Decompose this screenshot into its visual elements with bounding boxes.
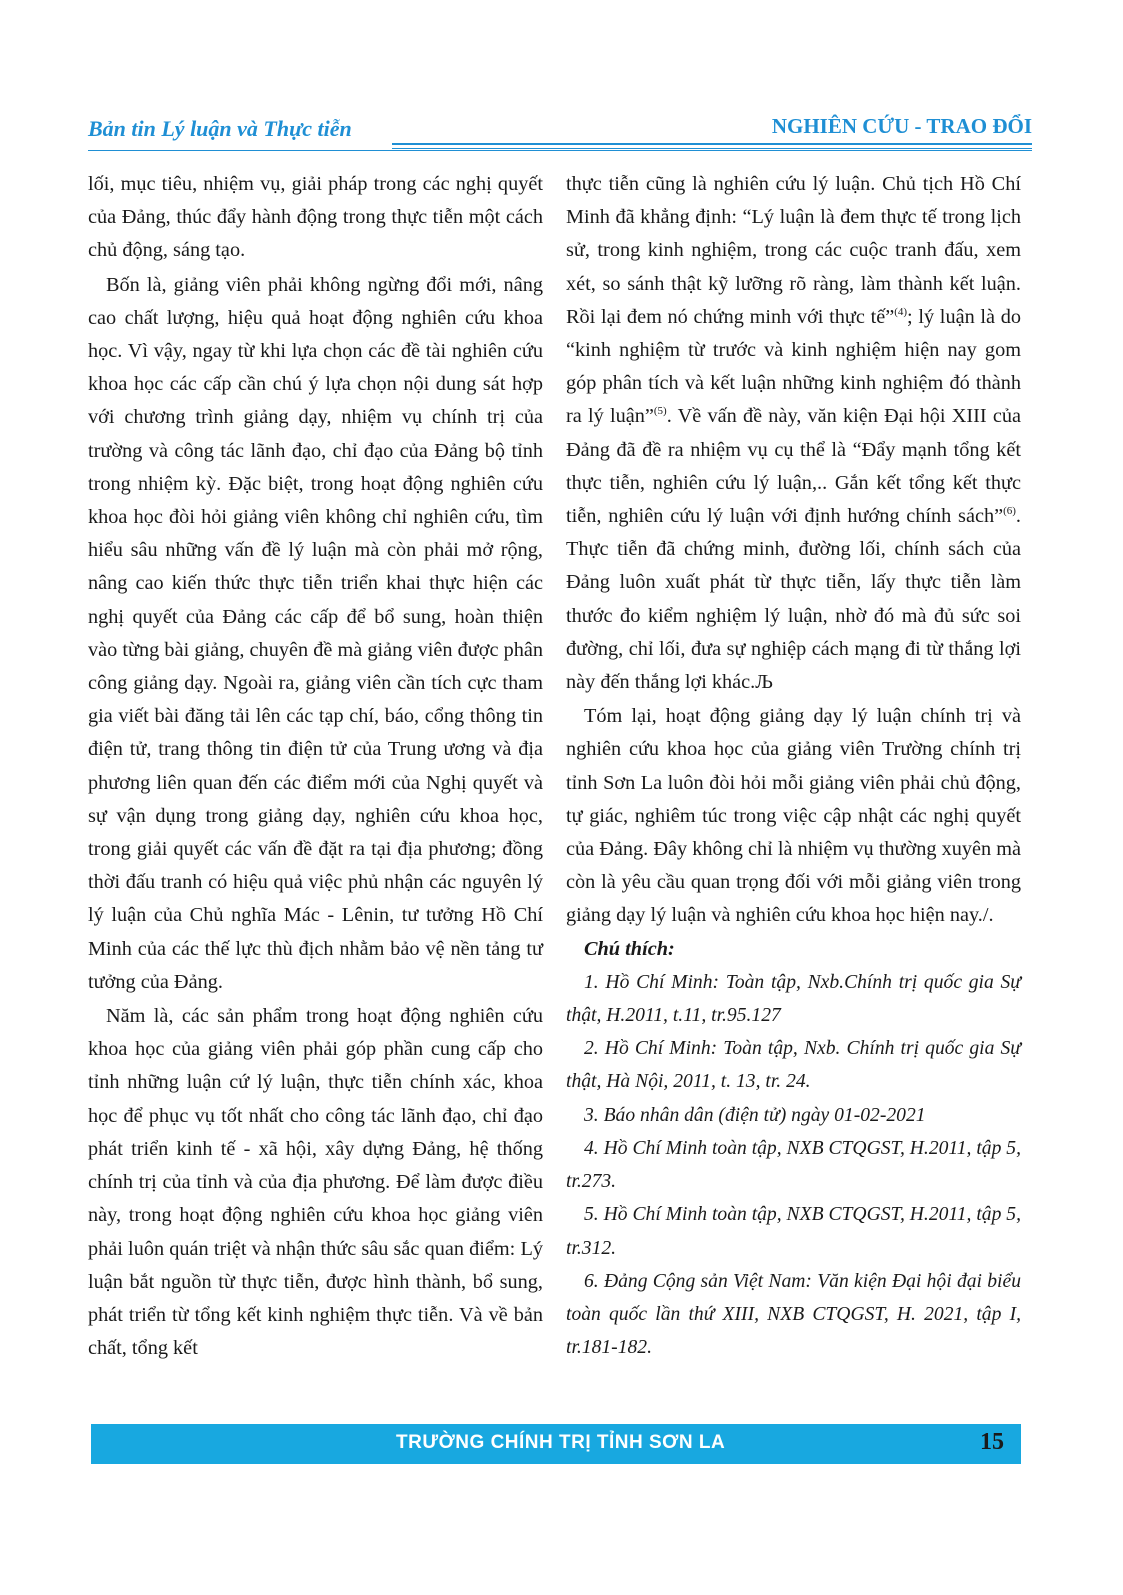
- note-item: 5. Hồ Chí Minh toàn tập, NXB CTQGST, H.2011, tập 5, tr.312.: [566, 1204, 1021, 1259]
- footer-title: TRƯỜNG CHÍNH TRỊ TỈNH SƠN LA: [396, 1432, 726, 1453]
- header-rule-thin: [88, 150, 1032, 151]
- section-title: NGHIÊN CỨU - TRAO ĐỔI: [766, 114, 1032, 139]
- text-segment: ; lý luận là do “kinh nghiệm từ trước và kinh nghiệm hiện nay gom góp phân tích và kết luận những kinh nghiệm đó thành ra lý luận”: [566, 305, 1022, 428]
- header-rule: [392, 143, 1032, 149]
- note-item: 3. Báo nhân dân (điện tử) ngày 01-02-2021: [584, 1104, 926, 1126]
- note-item: 2. Hồ Chí Minh: Toàn tập, Nxb. Chính trị quốc gia Sự thật, Hà Nội, 2011, t. 13, tr. 24.: [566, 1038, 1021, 1093]
- paragraph-theory-practice: [566, 168, 1021, 699]
- footer-bar: [91, 1424, 1021, 1464]
- footnote-ref-5: (5): [653, 405, 667, 418]
- paragraph-point-four: Bốn là, giảng viên phải không ngừng đổi mới, nâng cao chất lượng, hiệu quả hoạt động nghiên cứu khoa học. Vì vậy, ngay từ khi lựa chọn các đề tài nghiên cứu khoa học các cấp cần chú ý lựa chọn nội dung sát hợp với chương trình giảng dạy, nhiệm vụ chính trị của trường và công tác lãnh đạo, chỉ đạo của Đảng bộ tỉnh trong nhiệm kỳ. Đặc biệt, trong hoạt động nghiên cứu khoa học đòi hỏi giảng viên không chỉ nghiên cứu, tìm hiểu sâu những vấn đề lý luận mà còn phải mở rộng, nâng cao kiến thức thực tiễn triển khai thực hiện các nghị quyết của Đảng các cấp để bổ sung, hoàn thiện vào từng bài giảng, chuyên đề mà giảng viên được phân công giảng dạy. Ngoài ra, giảng viên cần tích cực tham gia viết bài đăng tải lên các tạp chí, báo, cổng thông tin điện tử, trang thông tin điện tử của Trung ương và địa phương liên quan đến các điểm mới của Nghị quyết và sự vận dụng trong giảng dạy, nghiên cứu khoa học, trong giải quyết các vấn đề đặt ra tại địa phương; đồng thời đấu tranh có hiệu quả việc phủ nhận các nguyên lý lý luận của Chủ nghĩa Mác - Lênin, tư tưởng Hồ Chí Minh của các thế lực thù địch nhằm bảo vệ nền tảng tư tưởng của Đảng.: [88, 273, 543, 993]
- note-item: 6. Đảng Cộng sản Việt Nam: Văn kiện Đại hội đại biểu toàn quốc lần thứ XIII, NXB CTQGST, H. 2021, tập I, tr.181-182.: [566, 1270, 1021, 1359]
- journal-title: Bản tin Lý luận và Thực tiễn: [88, 116, 352, 141]
- text-segment: . Thực tiễn đã chứng minh, đường lối, chính sách của Đảng luôn xuất phát từ thực tiễn, lấy thực tiễn làm thước đo kiểm nghiệm lý luận, nhờ đó mà đủ sức soi đường, chỉ lối, đưa sự nghiệp cách mạng đi từ thắng lợi này đến thắng lợi khác.: [566, 505, 1021, 694]
- page-number: 15: [980, 1429, 1004, 1455]
- footnote-ref-4: (4): [894, 306, 908, 319]
- paragraph-point-five: Năm là, các sản phẩm trong hoạt động nghiên cứu khoa học của giảng viên phải góp phần cung cấp cho tỉnh những luận cứ lý luận, thực tiễn chính xác, khoa học để phục vụ tốt nhất cho công tác lãnh đạo, chỉ đạo phát triển kinh tế - xã hội, xây dựng Đảng, hệ thống chính trị của tỉnh và của địa phương. Để làm được điều này, trong hoạt động nghiên cứu khoa học giảng viên phải luôn quán triệt và nhận thức sâu sắc quan điểm: Lý luận bắt nguồn từ thực tiễn, được hình thành, bổ sung, phát triển từ tổng kết kinh nghiệm thực tiễn. Và về bản chất, tổng kết: [88, 1005, 543, 1360]
- footnote-ref-6: (6): [1003, 505, 1016, 518]
- notes-heading: Chú thích:: [584, 937, 675, 960]
- paragraph-conclusion: Tóm lại, hoạt động giảng dạy lý luận chính trị và nghiên cứu khoa học của giảng viên Trường chính trị tỉnh Sơn La luôn đòi hỏi mỗi giảng viên phải chủ động, tự giác, nghiêm túc trong việc cập nhật các nghị quyết của Đảng. Đây không chỉ là nhiệm vụ thường xuyên mà còn là yêu cầu quan trọng đối với mỗi giảng viên trong giảng dạy lý luận và nghiên cứu khoa học hiện nay./.: [566, 705, 1021, 927]
- right-column: [566, 168, 1021, 1364]
- paragraph-continued: lối, mục tiêu, nhiệm vụ, giải pháp trong các nghị quyết của Đảng, thúc đẩy hành động trong thực tiễn một cách chủ động, sáng tạo.: [88, 173, 543, 262]
- note-item: 1. Hồ Chí Minh: Toàn tập, Nxb.Chính trị quốc gia Sự thật, H.2011, t.11, tr.95.127: [566, 971, 1021, 1027]
- end-mark: Љ: [755, 671, 773, 694]
- text-segment: . Về vấn đề này, văn kiện Đại hội XIII của Đảng đã đề ra nhiệm vụ cụ thể là “Đẩy mạnh tổng kết thực tiễn, nghiên cứu lý luận,.. Gắn kết tổng kết thực tiễn, nghiên cứu lý luận với định hướng chính sách”: [566, 405, 1022, 528]
- text-segment: thực tiễn cũng là nghiên cứu lý luận. Chủ tịch Hồ Chí Minh đã khẳng định: “Lý luận là đem thực tế trong lịch sử, trong kinh nghiệm, trong các cuộc tranh đấu, xem xét, so sánh thật kỹ lưỡng rõ ràng, làm thành kết luận. Rồi lại đem nó chứng minh với thực tế”: [566, 173, 1021, 328]
- left-column: [88, 168, 543, 1365]
- note-item: 4. Hồ Chí Minh toàn tập, NXB CTQGST, H.2011, tập 5, tr.273.: [566, 1137, 1021, 1193]
